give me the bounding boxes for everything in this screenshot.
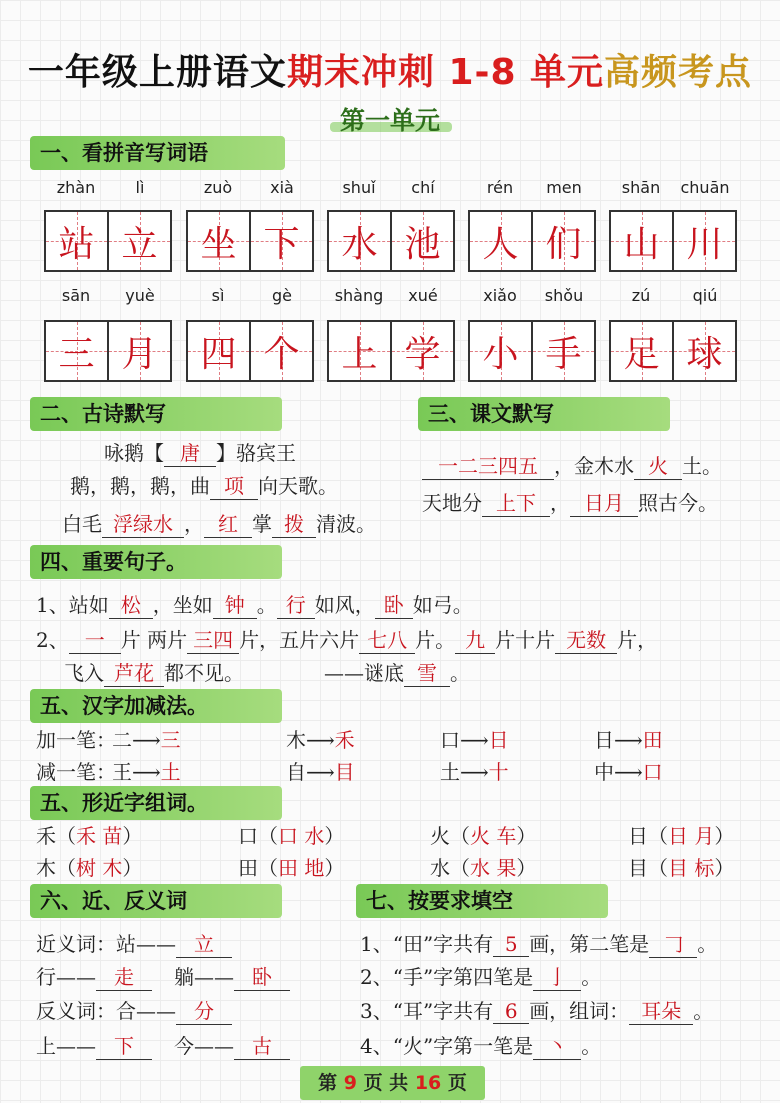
poem-title-line <box>104 437 296 467</box>
word-box <box>468 320 596 382</box>
char-cell <box>107 212 170 270</box>
word-box <box>609 210 737 272</box>
word-text: 行 <box>36 965 56 989</box>
word-answer: 卧 <box>234 961 290 991</box>
arrow-icon: ⟶ <box>306 760 335 784</box>
sentence-text: 片十片 <box>495 628 556 652</box>
char-answer: 站 <box>58 223 95 265</box>
antonym-line-1 <box>36 995 232 1025</box>
word-answer: 分 <box>176 995 232 1025</box>
sentence-answer: 九 <box>455 624 495 654</box>
word-answer: 树 木 <box>76 856 123 880</box>
section-heading-pinyin: 一、看拼音写词语 <box>30 136 285 170</box>
result-char: 土 <box>160 760 181 784</box>
dash: —— <box>136 932 176 956</box>
sentence-answer: 芦花 <box>104 657 164 687</box>
similar-char-item <box>430 820 536 849</box>
char-answer: 手 <box>545 333 582 375</box>
sentence-answer: 松 <box>109 589 153 619</box>
source-char: 中 <box>594 760 614 784</box>
sentence-text: 。 <box>450 661 470 685</box>
similar-char-item <box>238 820 344 849</box>
synonym-line-2 <box>36 961 290 991</box>
paren: ） <box>122 856 143 880</box>
sentence-text: 都不见。 <box>164 661 244 685</box>
word-text: 躺 <box>174 965 194 989</box>
char-cell <box>672 322 735 380</box>
char-answer: 球 <box>686 333 723 375</box>
word-box <box>327 210 455 272</box>
base-char: 木 <box>36 856 56 880</box>
similar-char-item <box>36 820 142 849</box>
poem-text: 白毛 <box>62 512 102 536</box>
char-cell <box>249 212 312 270</box>
fill-text: 3、“耳”字共有 <box>360 999 494 1023</box>
result-char: 禾 <box>334 728 355 752</box>
operation-item <box>112 724 181 753</box>
word-answer: 下 <box>96 1030 152 1060</box>
similar-char-item <box>628 852 734 881</box>
fill-text: 2、“手”字第四笔是 <box>360 965 534 989</box>
sentence-text: 1、站如 <box>36 593 109 617</box>
sentence-answer: 卧 <box>375 589 413 619</box>
paren: （ <box>258 824 278 848</box>
sentence-answer: 三四 <box>187 624 239 654</box>
poem-text: ， <box>184 512 204 536</box>
source-char: 木 <box>286 728 306 752</box>
similar-char-item <box>628 820 734 849</box>
sentence-text: 片 两片 <box>120 628 188 652</box>
fill-line-3 <box>360 995 713 1025</box>
word-text: 上 <box>36 1034 56 1058</box>
word-box <box>186 320 314 382</box>
pinyin-label: sān <box>61 286 91 305</box>
word-answer: 走 <box>96 961 152 991</box>
char-cell <box>672 212 735 270</box>
source-char: 土 <box>440 760 460 784</box>
char-cell <box>46 322 107 380</box>
fill-line-1 <box>360 928 717 958</box>
pinyin-label: lì <box>135 178 145 197</box>
word-answer: 目 标 <box>668 856 715 880</box>
page-number <box>300 1066 485 1100</box>
fill-text: 1、“田”字共有 <box>360 932 494 956</box>
fill-text: 。 <box>697 932 718 956</box>
pinyin-label: gè <box>272 286 292 305</box>
antonym-label: 反义词： <box>36 999 116 1023</box>
word-box <box>327 320 455 382</box>
paren: ） <box>324 824 345 848</box>
dash: —— <box>56 1034 96 1058</box>
pinyin-label: rén <box>486 178 514 197</box>
word-box <box>468 210 596 272</box>
operation-label: 减一笔： <box>36 760 116 784</box>
pinyin-label: xué <box>408 286 438 305</box>
paren: ） <box>122 824 143 848</box>
page-text: 第 <box>318 1072 344 1094</box>
recite-text: ， <box>550 491 570 515</box>
page-text: 页 <box>441 1072 467 1094</box>
result-char: 田 <box>642 728 663 752</box>
recite-answer: 火 <box>634 450 682 480</box>
result-char: 十 <box>488 760 509 784</box>
base-char: 田 <box>238 856 258 880</box>
fill-answer: 丶 <box>533 1030 581 1060</box>
char-cell <box>249 322 312 380</box>
similar-char-item <box>238 852 344 881</box>
dash: —— <box>194 1034 234 1058</box>
source-char: 王 <box>112 760 132 784</box>
char-answer: 立 <box>121 223 158 265</box>
word-answer: 火 车 <box>470 824 517 848</box>
source-char: 日 <box>594 728 614 752</box>
page-text: 页 共 <box>356 1072 415 1094</box>
pinyin-label: chuān <box>680 178 730 197</box>
poem-text: 向天歌。 <box>258 474 338 498</box>
word-box <box>186 210 314 272</box>
sentence-text: 片，五片六片 <box>239 628 360 652</box>
poem-answer: 唐 <box>164 437 216 467</box>
char-cell <box>611 212 672 270</box>
base-char: 禾 <box>36 824 56 848</box>
word-text: 今 <box>174 1034 194 1058</box>
pinyin-label: zú <box>631 286 651 305</box>
char-answer: 池 <box>404 223 441 265</box>
unit-title: 第一单元 <box>339 106 440 135</box>
pinyin-label: yuè <box>125 286 155 305</box>
paren: （ <box>56 824 76 848</box>
word-text: 合 <box>116 999 136 1023</box>
pinyin-label: men <box>546 178 582 197</box>
source-char: 二 <box>112 728 132 752</box>
recite-answer: 一二三四五 <box>422 450 554 480</box>
char-answer: 小 <box>482 333 519 375</box>
section-heading-sentences: 四、重要句子。 <box>30 545 282 579</box>
poem-text: 鹅，鹅，鹅，曲 <box>70 474 210 498</box>
base-char: 水 <box>430 856 450 880</box>
sentence-line-3 <box>64 657 470 687</box>
operation-item <box>440 724 509 753</box>
paren: （ <box>56 856 76 880</box>
poem-text: 掌 <box>252 512 272 536</box>
char-cell <box>188 322 249 380</box>
char-answer: 水 <box>341 223 378 265</box>
paren: ） <box>516 824 537 848</box>
fill-line-2 <box>360 961 601 991</box>
char-cell <box>107 322 170 380</box>
base-char: 目 <box>628 856 648 880</box>
sentence-text: ——谜底 <box>324 661 404 685</box>
fill-answer: 亅 <box>533 961 581 991</box>
paren: （ <box>450 856 470 880</box>
char-cell <box>470 212 531 270</box>
recite-line-2 <box>422 487 718 517</box>
poem-text: 】骆宾王 <box>216 441 296 465</box>
operation-item <box>594 756 663 785</box>
pinyin-label: shuǐ <box>342 178 376 197</box>
poem-line-1 <box>70 470 338 500</box>
arrow-icon: ⟶ <box>614 728 643 752</box>
pinyin-label: zuò <box>203 178 233 197</box>
word-answer: 田 地 <box>278 856 325 880</box>
result-char: 目 <box>334 760 355 784</box>
antonym-line-2 <box>36 1030 290 1060</box>
sentence-line-1 <box>36 589 473 619</box>
fill-text: 画，组词： <box>529 999 630 1023</box>
arrow-icon: ⟶ <box>460 728 489 752</box>
fill-text: 。 <box>693 999 714 1023</box>
arrow-icon: ⟶ <box>460 760 489 784</box>
synonym-label: 近义词： <box>36 932 116 956</box>
fill-text: 。 <box>581 965 602 989</box>
char-answer: 月 <box>121 333 158 375</box>
dash: —— <box>56 965 96 989</box>
char-cell <box>531 212 594 270</box>
dash: —— <box>136 999 176 1023</box>
section-heading-synonyms: 六、近、反义词 <box>30 884 282 918</box>
pinyin-label: chí <box>411 178 435 197</box>
char-answer: 人 <box>482 223 519 265</box>
word-answer: 水 果 <box>470 856 517 880</box>
char-cell <box>531 322 594 380</box>
source-char: 自 <box>286 760 306 784</box>
section-heading-add-subtract: 五、汉字加减法。 <box>30 689 282 723</box>
recite-answer: 日月 <box>570 487 638 517</box>
word-box <box>609 320 737 382</box>
poem-answer: 浮绿水 <box>102 508 184 538</box>
word-box <box>44 320 172 382</box>
paren: ） <box>324 856 345 880</box>
operation-item <box>112 756 181 785</box>
char-cell <box>188 212 249 270</box>
similar-char-item <box>36 852 142 881</box>
fill-answer: 6 <box>493 999 529 1024</box>
section-heading-poem: 二、古诗默写 <box>30 397 282 431</box>
fill-text: 。 <box>581 1034 602 1058</box>
paren: （ <box>258 856 278 880</box>
arrow-icon: ⟶ <box>306 728 335 752</box>
base-char: 日 <box>628 824 648 848</box>
pinyin-label: zhàn <box>56 178 96 197</box>
pinyin-label: xiǎo <box>483 286 517 305</box>
sentence-answer: 一 <box>69 624 121 654</box>
recite-text: 天地分 <box>422 491 482 515</box>
result-char: 日 <box>488 728 509 752</box>
char-answer: 川 <box>686 223 723 265</box>
sentence-text: 片。 <box>415 628 456 652</box>
fill-text: 4、“火”字第一笔是 <box>360 1034 534 1058</box>
sentence-text: 2、 <box>36 628 69 652</box>
title-part-3: 高频考点 <box>604 52 753 93</box>
base-char: 口 <box>238 824 258 848</box>
char-cell <box>611 322 672 380</box>
sentence-answer: 无数 <box>555 624 617 654</box>
word-box <box>44 210 172 272</box>
pinyin-label: shān <box>621 178 661 197</box>
fill-answer: 5 <box>493 932 529 957</box>
sentence-text: ，坐如 <box>152 593 213 617</box>
sentence-text: 如风， <box>314 593 375 617</box>
sentence-text: 。 <box>256 593 277 617</box>
sentence-line-2 <box>36 624 657 654</box>
word-answer: 立 <box>176 928 232 958</box>
section-heading-fill-blanks: 七、按要求填空 <box>356 884 608 918</box>
word-answer: 口 水 <box>278 824 325 848</box>
dash: —— <box>194 965 234 989</box>
poem-text: 清波。 <box>316 512 376 536</box>
char-answer: 坐 <box>200 223 237 265</box>
page-title <box>0 44 780 95</box>
paren: （ <box>648 856 668 880</box>
sentence-text: 飞入 <box>64 661 104 685</box>
result-char: 三 <box>160 728 181 752</box>
base-char: 火 <box>430 824 450 848</box>
title-part-1: 一年级上册语文 <box>27 52 287 93</box>
operation-item <box>286 724 355 753</box>
word-answer: 古 <box>234 1030 290 1060</box>
poem-answer: 拨 <box>272 508 316 538</box>
char-cell <box>470 322 531 380</box>
similar-char-item <box>430 852 536 881</box>
pinyin-label: xià <box>270 178 294 197</box>
fill-text: 画，第二笔是 <box>529 932 650 956</box>
char-answer: 学 <box>404 333 441 375</box>
fill-line-4 <box>360 1030 601 1060</box>
operation-item <box>594 724 663 753</box>
char-answer: 下 <box>263 223 300 265</box>
arrow-icon: ⟶ <box>614 760 643 784</box>
arrow-icon: ⟶ <box>132 760 161 784</box>
paren: （ <box>450 824 470 848</box>
paren: ） <box>516 856 537 880</box>
synonym-line-1 <box>36 928 232 958</box>
recite-line-1 <box>422 450 722 480</box>
paren: ） <box>714 824 735 848</box>
arrow-icon: ⟶ <box>132 728 161 752</box>
poem-answer: 项 <box>210 470 258 500</box>
result-char: 口 <box>642 760 663 784</box>
sentence-text: 如弓。 <box>412 593 473 617</box>
sentence-answer: 钟 <box>213 589 257 619</box>
recite-text: 土。 <box>682 454 722 478</box>
char-cell <box>329 212 390 270</box>
section-heading-similar-chars: 五、形近字组词。 <box>30 786 282 820</box>
word-text: 站 <box>116 932 136 956</box>
operation-item <box>286 756 355 785</box>
pinyin-label: shàng <box>334 286 384 305</box>
fill-answer: 耳朵 <box>629 995 693 1025</box>
sentence-answer: 七八 <box>359 624 415 654</box>
recite-answer: 上下 <box>482 487 550 517</box>
char-answer: 山 <box>623 223 660 265</box>
pinyin-label: qiú <box>692 286 718 305</box>
operation-label: 加一笔： <box>36 728 116 752</box>
recite-text: ，金木水 <box>554 454 634 478</box>
char-cell <box>390 212 453 270</box>
total-pages: 16 <box>414 1072 442 1094</box>
word-answer: 日 月 <box>668 824 715 848</box>
current-page: 9 <box>343 1072 357 1094</box>
char-cell <box>390 322 453 380</box>
sentence-answer: 行 <box>277 589 315 619</box>
fill-answer: 𠃌 <box>649 928 697 958</box>
char-answer: 足 <box>623 333 660 375</box>
paren: （ <box>648 824 668 848</box>
source-char: 口 <box>440 728 460 752</box>
char-answer: 三 <box>58 333 95 375</box>
poem-answer: 红 <box>204 508 252 538</box>
word-answer: 禾 苗 <box>76 824 123 848</box>
char-answer: 四 <box>200 333 237 375</box>
pinyin-label: sì <box>211 286 225 305</box>
poem-text: 咏鹅【 <box>104 441 164 465</box>
sentence-answer: 雪 <box>404 657 450 687</box>
title-part-2: 期末冲刺 1-8 单元 <box>286 52 605 93</box>
paren: ） <box>714 856 735 880</box>
char-cell <box>329 322 390 380</box>
sentence-text: 片， <box>617 628 658 652</box>
poem-line-2 <box>62 508 376 538</box>
char-answer: 个 <box>263 333 300 375</box>
char-answer: 上 <box>341 333 378 375</box>
char-answer: 们 <box>545 223 582 265</box>
recite-text: 照古今。 <box>638 491 718 515</box>
operation-item <box>440 756 509 785</box>
section-heading-text-recite: 三、课文默写 <box>418 397 670 431</box>
pinyin-label: shǒu <box>544 286 584 305</box>
char-cell <box>46 212 107 270</box>
